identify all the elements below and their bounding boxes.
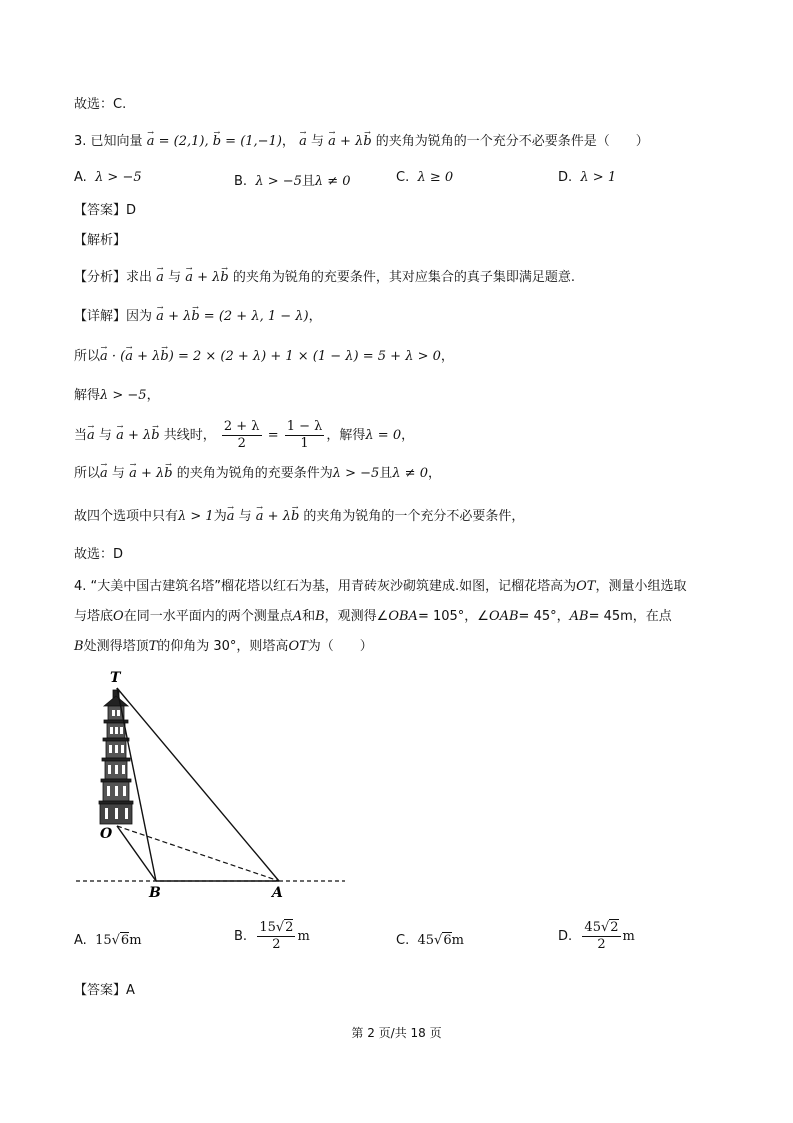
q3-detail-1: 【详解】因为 → a + λ→ b = (2 + λ, 1 − λ)， xyxy=(74,308,322,326)
q4-option-a: A. 15√6m xyxy=(74,933,142,948)
q3-detail-4: 当→ a 与 → a + λ→ b 共线时， $\frac{2 + \lambda}{2}$ = $\frac{1 - \lambda}{1}$ ，解得λ = 0， xyxy=(74,418,414,454)
prev-answer: 故选：C. xyxy=(74,97,127,112)
pagoda-icon xyxy=(99,690,133,824)
q3-detail-5: 所以→ a 与 → a + λ→ b 的夹角为锐角的充要条件为λ > −5且λ ≠ 0， xyxy=(74,465,441,483)
label-B: B xyxy=(149,885,161,901)
line-TA xyxy=(117,688,279,881)
q3-detail-3: 解得λ > −5， xyxy=(74,388,160,403)
q4-stem-line1: 4. “大美中国古建筑名塔”榴花塔以红石为基，用青砖灰沙砌筑建成.如图，记榴花塔高为OT，测量小组选取 xyxy=(74,579,687,594)
q3-option-a: A. λ > −5 xyxy=(74,170,142,185)
q4-stem-line3: B处测得塔顶T的仰角为 30°，则塔高OT为（ ） xyxy=(74,639,373,654)
q3-detail-6: 故四个选项中只有λ > 1为→ a 与 → a + λ→ b 的夹角为锐角的一个充分不必要条件， xyxy=(74,508,524,526)
q3-option-b: B. λ > −5且λ ≠ 0 xyxy=(234,174,351,189)
q4-stem-line2: 与塔底O在同一水平面内的两个测量点A和B，观测得∠OBA= 105°，∠OAB= 45°，AB= 45m，在点 xyxy=(74,609,672,624)
q4-option-d: D. $\frac{45√2}{2}$ m xyxy=(558,920,635,952)
q3-stem: 3. 已知向量 → a = (2,1), → b = (1,−1)， → a 与 → a + λ→ b 的夹角为锐角的一个充分不必要条件是（ ） xyxy=(74,133,649,151)
q4-answer: 【答案】A xyxy=(74,983,135,998)
page-footer: 第 2 页/共 18 页 xyxy=(351,1026,442,1040)
q3-detail-2: 所以→ a · (→ a + λ→ b) = 2 × (2 + λ) + 1 × (1 − λ) = 5 + λ > 0， xyxy=(74,348,454,366)
line-OA xyxy=(117,826,279,881)
q4-option-c: C. 45√6m xyxy=(396,933,464,948)
label-T: T xyxy=(110,670,121,686)
q3-analysis-tag: 【解析】 xyxy=(74,233,127,248)
q4-option-b: B. $\frac{15√2}{2}$ m xyxy=(234,920,310,952)
q3-final: 故选：D xyxy=(74,547,124,562)
label-A: A xyxy=(272,885,283,901)
q3-option-c: C. λ ≥ 0 xyxy=(396,170,454,185)
q3-answer: 【答案】D xyxy=(74,203,137,218)
q3-option-d: D. λ > 1 xyxy=(558,170,617,185)
q4-figure xyxy=(70,668,360,903)
label-O: O xyxy=(100,826,113,842)
q3-fenxi: 【分析】求出 → a 与 → a + λ→ b 的夹角为锐角的充要条件，其对应集合的真子集即满足题意. xyxy=(74,269,575,287)
